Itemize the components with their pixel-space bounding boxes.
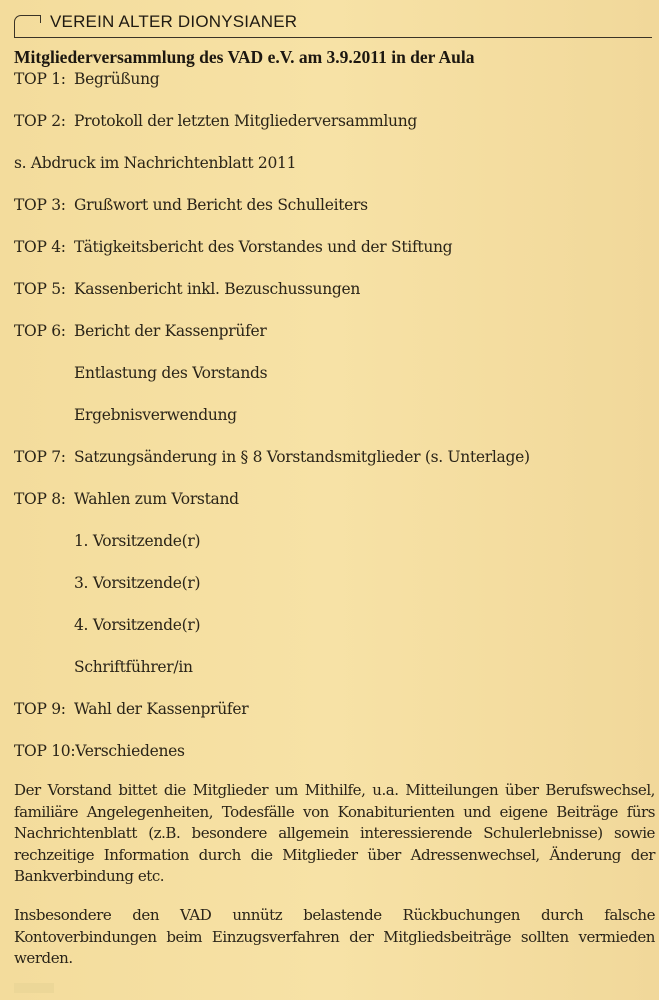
agenda-item-top10 xyxy=(14,742,185,760)
agenda-text: Protokoll der letzten Mitgliederversammlung xyxy=(74,112,418,130)
agenda-item-top4 xyxy=(14,238,452,256)
agenda-text: Wahlen zum Vorstand xyxy=(74,490,239,508)
page-title: Mitgliederversammlung des VAD e.V. am 3.9.2011 in der Aula xyxy=(14,47,475,67)
agenda-text: s. Abdruck im Nachrichtenblatt 2011 xyxy=(14,154,297,172)
agenda-item-top6 xyxy=(14,322,267,340)
agenda-subitem xyxy=(14,364,267,382)
chargeback-notice-paragraph: Insbesondere den VAD unnütz belastende Rückbuchungen durch falsche Kontoverbindungen beim Einzugsverfahren der Mitgliedsbeiträge sollten vermieden werden. xyxy=(14,906,655,967)
agenda-item-top3 xyxy=(14,196,368,214)
agenda-number: TOP 2: xyxy=(14,112,66,130)
agenda-item-top1 xyxy=(14,70,159,88)
agenda-item-top5 xyxy=(14,280,360,298)
agenda-text: 3. Vorsitzende(r) xyxy=(74,574,201,592)
agenda-subitem xyxy=(14,616,200,634)
agenda-item-top9 xyxy=(14,700,248,718)
agenda-number: TOP 9: xyxy=(14,700,66,718)
page-number-mark xyxy=(14,983,54,993)
agenda-subitem xyxy=(14,406,237,424)
agenda-item-top2 xyxy=(14,112,417,130)
agenda-number: TOP 8: xyxy=(14,490,66,508)
agenda-subitem xyxy=(14,532,200,550)
agenda-text: Verschiedenes xyxy=(75,742,185,760)
agenda-text: Schriftführer/in xyxy=(74,658,193,676)
agenda-text: Wahl der Kassenprüfer xyxy=(74,700,249,718)
agenda-number: TOP 4: xyxy=(14,238,66,256)
agenda-number: TOP 3: xyxy=(14,196,66,214)
agenda-text: Kassenbericht inkl. Bezuschussungen xyxy=(74,280,361,298)
section-header xyxy=(14,10,652,40)
agenda-text: Bericht der Kassenprüfer xyxy=(74,322,267,340)
agenda-text: Satzungsänderung in § 8 Vorstandsmitglieder (s. Unterlage) xyxy=(74,448,530,466)
agenda-text: Tätigkeitsbericht des Vorstandes und der Stiftung xyxy=(74,238,453,256)
agenda-text: Entlastung des Vorstands xyxy=(74,364,268,382)
agenda-text: Begrüßung xyxy=(74,70,160,88)
agenda-text: Ergebnisverwendung xyxy=(74,406,237,424)
member-request-paragraph: Der Vorstand bittet die Mitglieder um Mithilfe, u.a. Mitteilungen über Berufswechsel, familiäre Angelegenheiten, Todesfälle von Konabiturienten und eigene Beiträge fürs Nachrichtenblatt (z.B. besondere allgemein interessierende Schulerlebnisse) sowie rechzeitige Information durch die Mitglieder über Adressenwechsel, Änderung der Bankverbindung etc. xyxy=(14,781,655,885)
agenda-number: TOP 6: xyxy=(14,322,66,340)
header-divider xyxy=(14,37,652,38)
agenda-number: TOP 10: xyxy=(14,742,76,760)
agenda-note xyxy=(14,154,296,172)
agenda-text: 1. Vorsitzende(r) xyxy=(74,532,201,550)
agenda-number: TOP 1: xyxy=(14,70,66,88)
agenda-item-top7 xyxy=(14,448,530,466)
tab-frame-icon xyxy=(14,15,40,37)
agenda-subitem xyxy=(14,658,193,676)
agenda-subitem xyxy=(14,574,200,592)
section-title: VEREIN ALTER DIONYSIANER xyxy=(50,12,298,31)
agenda-number: TOP 7: xyxy=(14,448,66,466)
agenda-text: 4. Vorsitzende(r) xyxy=(74,616,201,634)
agenda-item-top8 xyxy=(14,490,239,508)
agenda-number: TOP 5: xyxy=(14,280,66,298)
agenda-text: Grußwort und Bericht des Schulleiters xyxy=(74,196,368,214)
